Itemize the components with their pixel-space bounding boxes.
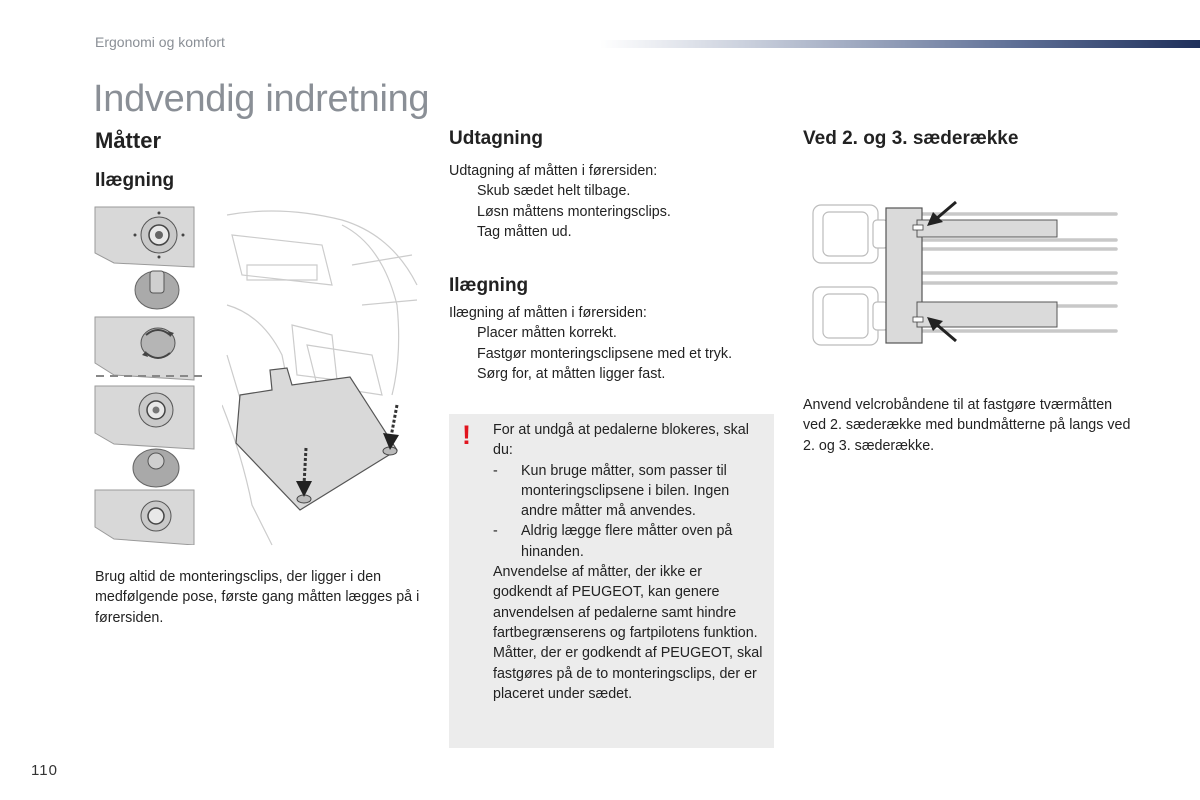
heading-fitting: Ilægning <box>449 275 529 296</box>
list-item <box>493 461 763 522</box>
warning-paragraph-2: Måtter, der er godkendt af PEUGEOT, skal fastgøres på de to monteringsclips, der er placeret under sædet. <box>493 645 763 702</box>
footwell-mat-illustration <box>222 205 420 550</box>
subheading-fitting: Ilægning <box>95 170 175 191</box>
warning-text <box>493 420 763 704</box>
list-item-text: Sørg for, at måtten ligger fast. <box>477 365 666 382</box>
warning-icon: ! <box>462 420 471 450</box>
list-item-text: Aldrig lægge flere måtter oven på hinanden. <box>521 523 733 560</box>
list-item-text: Løsn måttens monteringsclips. <box>477 203 671 220</box>
clip-steps-illustration <box>94 205 206 545</box>
list-item <box>449 181 769 201</box>
section-label: Ergonomi og komfort <box>95 34 225 50</box>
removal-section <box>449 161 769 242</box>
warning-list <box>493 461 763 562</box>
warning-paragraph-1: Anvendelse af måtter, der ikke er godkendt af PEUGEOT, kan genere anvendelsen af pedalerne samt hindre fartbegrænserens og fartpilotens funktion. <box>493 564 758 641</box>
page-title: Indvendig indretning <box>93 78 430 120</box>
fitting-intro: Ilægning af måtten i førersiden: <box>449 305 647 321</box>
list-item <box>493 521 763 562</box>
list-item-text: Fastgør monteringsclipsene med et tryk. <box>477 345 733 362</box>
page-number: 110 <box>31 762 58 779</box>
list-item-text: Skub sædet helt tilbage. <box>477 183 631 200</box>
list-item-text: Kun bruge måtter, som passer til monteringsclipsene i bilen. Ingen andre måtter må anvendes. <box>521 462 730 520</box>
list-item <box>449 202 769 222</box>
fitting-list <box>449 323 769 384</box>
removal-list <box>449 181 769 242</box>
dash-marker: - <box>493 462 498 479</box>
heading-mats: Måtter <box>95 128 162 153</box>
removal-intro: Udtagning af måtten i førersiden: <box>449 163 658 179</box>
fitting-section <box>449 303 769 384</box>
rear-seats-mat-illustration <box>803 195 1123 355</box>
header-bar <box>600 40 1200 48</box>
list-item <box>449 344 769 364</box>
warning-intro: For at undgå at pedalerne blokeres, skal du: <box>493 422 749 459</box>
heading-removal: Udtagning <box>449 128 543 149</box>
list-item-text: Tag måtten ud. <box>477 223 572 240</box>
fitting-caption: Brug altid de monteringsclips, der ligger i den medfølgende pose, første gang måtten lægges på i førersiden. <box>95 569 420 626</box>
heading-rear-rows: Ved 2. og 3. sæderække <box>803 128 1019 149</box>
list-item-text: Placer måtten korrekt. <box>477 325 617 342</box>
list-item <box>449 323 769 343</box>
rear-rows-text: Anvend velcrobåndene til at fastgøre tværmåtten ved 2. sæderække med bundmåtterne på langs ved 2. og 3. sæderække. <box>803 397 1131 454</box>
list-item <box>449 364 769 384</box>
list-item <box>449 222 769 242</box>
dash-marker: - <box>493 523 498 540</box>
